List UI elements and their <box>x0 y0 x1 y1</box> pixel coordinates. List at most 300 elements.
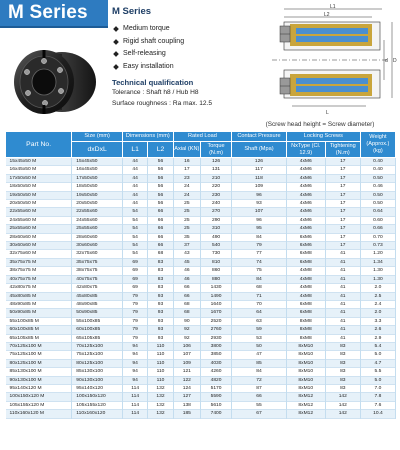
table-row <box>6 376 396 384</box>
cell-shaft: 55 <box>232 401 287 409</box>
table-row <box>6 216 396 224</box>
cell-tightening: 17 <box>325 166 360 174</box>
cell-l2: 56 <box>148 166 173 174</box>
table-row <box>6 384 396 392</box>
cell-size: 25x55x60 <box>72 225 123 233</box>
cell-size: 105x155x120 <box>72 401 123 409</box>
table-row <box>6 258 396 266</box>
cell-part-no: 35x75x75 M <box>6 258 72 266</box>
cell-shaft: 71 <box>232 292 287 300</box>
cell-weight: 1.34 <box>360 258 395 266</box>
cell-size: 60x100x85 <box>72 326 123 334</box>
col-header-locking-screws: Locking Screws <box>286 132 360 142</box>
cell-tightening: 17 <box>325 242 360 250</box>
cell-l1: 114 <box>122 401 147 409</box>
cell-torque: 5590 <box>200 393 231 401</box>
cell-shaft: 59 <box>232 326 287 334</box>
cell-l2: 93 <box>148 292 173 300</box>
cell-shaft: 75 <box>232 267 287 275</box>
cell-size: 48x90x85 <box>72 300 123 308</box>
cell-l2: 93 <box>148 309 173 317</box>
cell-shaft: 109 <box>232 183 287 191</box>
cell-l1: 54 <box>122 208 147 216</box>
cell-weight: 4.7 <box>360 359 395 367</box>
cell-weight: 1.20 <box>360 250 395 258</box>
cell-shaft: 95 <box>232 225 287 233</box>
cell-size: 18x50x50 <box>72 183 123 191</box>
cell-nxtype: 4xM6 <box>286 208 325 216</box>
cell-weight: 7.8 <box>360 393 395 401</box>
cell-axial: 25 <box>173 208 200 216</box>
cell-size: 40x75x75 <box>72 275 123 283</box>
cell-axial: 127 <box>173 393 200 401</box>
col-header-size: Size (mm) <box>72 132 123 142</box>
cell-weight: 5.5 <box>360 368 395 376</box>
cell-weight: 3.3 <box>360 317 395 325</box>
cell-size: 75x125x100 <box>72 351 123 359</box>
cell-part-no: 95x140x120 M <box>6 384 72 392</box>
cell-torque: 7400 <box>200 410 231 418</box>
cell-size: 110x160x120 <box>72 410 123 418</box>
cell-part-no: 40x75x75 M <box>6 275 72 283</box>
cell-weight: 2.0 <box>360 284 395 292</box>
cell-torque: 5610 <box>200 401 231 409</box>
cell-l2: 56 <box>148 174 173 182</box>
cell-weight: 10.4 <box>360 410 395 418</box>
cell-axial: 24 <box>173 191 200 199</box>
cell-axial: 185 <box>173 410 200 418</box>
col-header-weight: Weight (Approx.) (kg) <box>360 132 395 158</box>
cell-part-no: 20x50x50 M <box>6 200 72 208</box>
cell-nxtype: 6xM6 <box>286 242 325 250</box>
cell-shaft: 53 <box>232 334 287 342</box>
cell-tightening: 142 <box>325 410 360 418</box>
cell-axial: 45 <box>173 258 200 266</box>
cell-tightening: 17 <box>325 174 360 182</box>
cell-shaft: 84 <box>232 368 287 376</box>
cell-size: 42x80x75 <box>72 284 123 292</box>
cell-axial: 16 <box>173 158 200 166</box>
cell-tightening: 41 <box>325 258 360 266</box>
cell-l1: 94 <box>122 376 147 384</box>
cell-weight: 0.66 <box>360 225 395 233</box>
cell-l2: 56 <box>148 200 173 208</box>
cell-tightening: 41 <box>325 334 360 342</box>
cell-l2: 93 <box>148 334 173 342</box>
cell-shaft: 96 <box>232 216 287 224</box>
cell-nxtype: 8xM8 <box>286 326 325 334</box>
cell-l1: 94 <box>122 368 147 376</box>
cell-size: 90x130x100 <box>72 376 123 384</box>
cell-torque: 126 <box>200 158 231 166</box>
cell-part-no: 90x130x100 M <box>6 376 72 384</box>
cell-l2: 132 <box>148 401 173 409</box>
cell-shaft: 64 <box>232 309 287 317</box>
cell-shaft: 63 <box>232 317 287 325</box>
cell-shaft: 67 <box>232 410 287 418</box>
cell-l2: 66 <box>148 233 173 241</box>
table-row <box>6 351 396 359</box>
col-header-shaft: Shaft (Mpa) <box>232 142 287 158</box>
cross-section-drawing <box>262 2 398 118</box>
cell-tightening: 41 <box>325 250 360 258</box>
table-row <box>6 309 396 317</box>
cell-l2: 83 <box>148 284 173 292</box>
table-row <box>6 317 396 325</box>
cell-torque: 240 <box>200 200 231 208</box>
cell-nxtype: 4xM6 <box>286 158 325 166</box>
cell-part-no: 19x50x50 M <box>6 191 72 199</box>
cell-l1: 94 <box>122 359 147 367</box>
cell-tightening: 17 <box>325 183 360 191</box>
drawing-caption: (Screw head height = Screw diameter) <box>265 121 375 128</box>
spec-table-body <box>6 158 396 419</box>
cell-axial: 66 <box>173 292 200 300</box>
cell-part-no: 70x125x100 M <box>6 342 72 350</box>
cell-size: 17x50x50 <box>72 174 123 182</box>
cell-shaft: 74 <box>232 258 287 266</box>
cell-l2: 83 <box>148 258 173 266</box>
cell-torque: 3850 <box>200 351 231 359</box>
table-row <box>6 284 396 292</box>
cell-nxtype: 4xM8 <box>286 267 325 275</box>
cell-l1: 69 <box>122 275 147 283</box>
cell-axial: 122 <box>173 376 200 384</box>
cell-axial: 68 <box>173 300 200 308</box>
feature-list <box>112 23 262 73</box>
table-row <box>6 410 396 418</box>
cell-part-no: 42x80x75 M <box>6 284 72 292</box>
cell-l2: 110 <box>148 359 173 367</box>
cell-axial: 25 <box>173 225 200 233</box>
cell-axial: 138 <box>173 401 200 409</box>
cell-torque: 1490 <box>200 292 231 300</box>
cell-axial: 92 <box>173 334 200 342</box>
cell-axial: 23 <box>173 174 200 182</box>
cell-l1: 44 <box>122 166 147 174</box>
cell-weight: 2.0 <box>360 309 395 317</box>
cell-l1: 79 <box>122 309 147 317</box>
cell-shaft: 118 <box>232 174 287 182</box>
cell-tightening: 41 <box>325 275 360 283</box>
cell-shaft: 70 <box>232 300 287 308</box>
cell-l1: 94 <box>122 351 147 359</box>
cell-size: 100x150x120 <box>72 393 123 401</box>
cell-axial: 106 <box>173 342 200 350</box>
cell-shaft: 85 <box>232 359 287 367</box>
cell-l1: 79 <box>122 292 147 300</box>
col-header-tightening: Tightening (N.m) <box>325 142 360 158</box>
cell-size: 22x55x60 <box>72 208 123 216</box>
cell-tightening: 17 <box>325 191 360 199</box>
cell-l1: 44 <box>122 174 147 182</box>
cell-part-no: 55x100x85 M <box>6 317 72 325</box>
cell-l1: 44 <box>122 200 147 208</box>
cell-tightening: 17 <box>325 158 360 166</box>
cell-l1: 79 <box>122 300 147 308</box>
cell-tightening: 41 <box>325 284 360 292</box>
cell-shaft: 117 <box>232 166 287 174</box>
cell-l1: 54 <box>122 233 147 241</box>
cell-l1: 79 <box>122 334 147 342</box>
col-header-dxdxl: dxDxL <box>72 142 123 158</box>
cell-nxtype: 6xM8 <box>286 309 325 317</box>
cell-l2: 66 <box>148 208 173 216</box>
col-header-l1: L1 <box>122 142 147 158</box>
cell-l2: 110 <box>148 342 173 350</box>
cell-weight: 5.4 <box>360 342 395 350</box>
cell-torque: 1640 <box>200 300 231 308</box>
cell-nxtype: 6xM6 <box>286 233 325 241</box>
cell-axial: 25 <box>173 200 200 208</box>
cell-part-no: 75x125x100 M <box>6 351 72 359</box>
cell-l1: 44 <box>122 191 147 199</box>
cell-l1: 44 <box>122 183 147 191</box>
cell-size: 32x75x60 <box>72 250 123 258</box>
cell-torque: 1430 <box>200 284 231 292</box>
cell-l1: 54 <box>122 216 147 224</box>
cell-nxtype: 8xM10 <box>286 342 325 350</box>
cell-size: 95x140x120 <box>72 384 123 392</box>
table-row <box>6 233 396 241</box>
cell-tightening: 41 <box>325 326 360 334</box>
cell-part-no: 60x100x85 M <box>6 326 72 334</box>
cell-nxtype: 8xM10 <box>286 368 325 376</box>
cell-weight: 0.40 <box>360 158 395 166</box>
cell-nxtype: 4xM6 <box>286 166 325 174</box>
table-row <box>6 183 396 191</box>
cell-torque: 3800 <box>200 342 231 350</box>
cell-part-no: 32x75x60 M <box>6 250 72 258</box>
cell-torque: 270 <box>200 208 231 216</box>
cell-l1: 114 <box>122 384 147 392</box>
cell-nxtype: 4xM8 <box>286 292 325 300</box>
cell-torque: 2760 <box>200 326 231 334</box>
cell-torque: 490 <box>200 233 231 241</box>
cell-nxtype: 6xM8 <box>286 250 325 258</box>
cell-size: 19x50x50 <box>72 191 123 199</box>
cell-l2: 132 <box>148 384 173 392</box>
cell-size: 16x45x50 <box>72 166 123 174</box>
cell-size: 65x105x85 <box>72 334 123 342</box>
cell-part-no: 30x60x60 M <box>6 242 72 250</box>
cell-size: 35x75x75 <box>72 258 123 266</box>
col-header-part-no: Part No. <box>6 132 72 158</box>
feature-item: Medium torque <box>112 23 262 36</box>
cell-weight: 1.30 <box>360 275 395 283</box>
table-row <box>6 208 396 216</box>
cell-axial: 90 <box>173 317 200 325</box>
cell-shaft: 84 <box>232 233 287 241</box>
drawing-label-d: d <box>385 58 388 64</box>
cell-tightening: 17 <box>325 200 360 208</box>
cell-torque: 860 <box>200 267 231 275</box>
cell-shaft: 68 <box>232 284 287 292</box>
cell-weight: 7.0 <box>360 384 395 392</box>
cell-size: 80x125x100 <box>72 359 123 367</box>
cell-axial: 66 <box>173 284 200 292</box>
cell-size: 50x90x85 <box>72 309 123 317</box>
cell-shaft: 96 <box>232 191 287 199</box>
cell-weight: 0.64 <box>360 208 395 216</box>
cell-axial: 121 <box>173 368 200 376</box>
cell-axial: 46 <box>173 275 200 283</box>
cell-l2: 110 <box>148 351 173 359</box>
cell-torque: 810 <box>200 258 231 266</box>
table-row <box>6 225 396 233</box>
col-header-torque: Torque (N.m) <box>200 142 231 158</box>
col-header-rated-load: Rated Load <box>173 132 231 142</box>
cell-l1: 54 <box>122 225 147 233</box>
cell-axial: 24 <box>173 183 200 191</box>
cell-torque: 1670 <box>200 309 231 317</box>
cell-shaft: 126 <box>232 158 287 166</box>
table-row <box>6 292 396 300</box>
cell-weight: 5.0 <box>360 376 395 384</box>
cell-part-no: 100x150x120 M <box>6 393 72 401</box>
cell-part-no: 16x45x50 M <box>6 166 72 174</box>
cell-l2: 66 <box>148 216 173 224</box>
cell-torque: 310 <box>200 225 231 233</box>
spec-table <box>5 131 396 419</box>
cell-shaft: 66 <box>232 393 287 401</box>
table-row <box>6 300 396 308</box>
cell-size: 70x125x100 <box>72 342 123 350</box>
cell-tightening: 41 <box>325 300 360 308</box>
cell-nxtype: 8xM12 <box>286 401 325 409</box>
cell-part-no: 50x90x85 M <box>6 309 72 317</box>
cell-part-no: 85x130x100 M <box>6 368 72 376</box>
cell-shaft: 79 <box>232 242 287 250</box>
cell-shaft: 72 <box>232 376 287 384</box>
cell-axial: 124 <box>173 384 200 392</box>
cell-axial: 25 <box>173 216 200 224</box>
cell-axial: 107 <box>173 351 200 359</box>
cell-l2: 56 <box>148 183 173 191</box>
cell-size: 15x45x50 <box>72 158 123 166</box>
cell-size: 55x100x85 <box>72 317 123 325</box>
cell-weight: 0.70 <box>360 233 395 241</box>
cell-part-no: 15x45x50 M <box>6 158 72 166</box>
cell-torque: 540 <box>200 242 231 250</box>
cell-axial: 37 <box>173 242 200 250</box>
cell-torque: 131 <box>200 166 231 174</box>
cell-axial: 109 <box>173 359 200 367</box>
cell-tightening: 83 <box>325 368 360 376</box>
cell-torque: 220 <box>200 183 231 191</box>
cell-weight: 0.50 <box>360 191 395 199</box>
cell-part-no: 18x50x50 M <box>6 183 72 191</box>
table-row <box>6 393 396 401</box>
cell-nxtype: 4xM6 <box>286 225 325 233</box>
cell-axial: 17 <box>173 166 200 174</box>
cell-tightening: 17 <box>325 225 360 233</box>
table-row <box>6 359 396 367</box>
cell-l1: 69 <box>122 258 147 266</box>
cell-part-no: 105x155x120 M <box>6 401 72 409</box>
cell-tightening: 83 <box>325 376 360 384</box>
cell-nxtype: 6xM8 <box>286 300 325 308</box>
cell-nxtype: 4xM8 <box>286 284 325 292</box>
cell-size: 28x60x60 <box>72 233 123 241</box>
cell-l1: 79 <box>122 317 147 325</box>
cell-axial: 46 <box>173 267 200 275</box>
table-row <box>6 166 396 174</box>
table-row <box>6 326 396 334</box>
cell-torque: 2930 <box>200 334 231 342</box>
cell-l1: 69 <box>122 284 147 292</box>
cell-torque: 5170 <box>200 384 231 392</box>
cell-nxtype: 4xM6 <box>286 183 325 191</box>
cell-l2: 83 <box>148 267 173 275</box>
cell-l1: 54 <box>122 250 147 258</box>
drawing-label-l: L <box>326 110 329 116</box>
table-row <box>6 200 396 208</box>
cell-size: 38x75x75 <box>72 267 123 275</box>
table-row <box>6 174 396 182</box>
series-badge: M Series <box>0 0 108 26</box>
cell-nxtype: 4xM6 <box>286 200 325 208</box>
series-title: M Series <box>112 6 152 17</box>
cell-l2: 56 <box>148 191 173 199</box>
cell-weight: 0.73 <box>360 242 395 250</box>
cell-nxtype: 4xM6 <box>286 174 325 182</box>
cell-l2: 83 <box>148 275 173 283</box>
cell-tightening: 83 <box>325 342 360 350</box>
cell-torque: 730 <box>200 250 231 258</box>
cell-nxtype: 4xM6 <box>286 216 325 224</box>
cell-torque: 210 <box>200 174 231 182</box>
table-row <box>6 191 396 199</box>
table-row <box>6 401 396 409</box>
badge-underline <box>0 26 108 28</box>
cell-l2: 110 <box>148 376 173 384</box>
drawing-label-l1: L1 <box>330 4 336 10</box>
table-row <box>6 368 396 376</box>
cell-l1: 54 <box>122 242 147 250</box>
cell-tightening: 17 <box>325 233 360 241</box>
cell-size: 30x60x60 <box>72 242 123 250</box>
cell-nxtype: 4xM6 <box>286 191 325 199</box>
cell-torque: 230 <box>200 191 231 199</box>
cell-torque: 2520 <box>200 317 231 325</box>
cell-axial: 68 <box>173 309 200 317</box>
cell-tightening: 17 <box>325 216 360 224</box>
cell-nxtype: 8xM10 <box>286 359 325 367</box>
table-row <box>6 275 396 283</box>
col-header-l2: L2 <box>148 142 173 158</box>
drawing-label-dd: D <box>393 58 397 64</box>
cell-nxtype: 8xM10 <box>286 351 325 359</box>
cell-axial: 92 <box>173 326 200 334</box>
cell-size: 24x55x60 <box>72 216 123 224</box>
cell-weight: 5.0 <box>360 351 395 359</box>
col-header-dimensions: Dimensions (mm) <box>122 132 173 142</box>
cell-l2: 93 <box>148 317 173 325</box>
cell-shaft: 93 <box>232 200 287 208</box>
drawing-label-l2: L2 <box>324 12 330 18</box>
cell-shaft: 50 <box>232 342 287 350</box>
cell-part-no: 25x55x60 M <box>6 225 72 233</box>
series-intro <box>112 6 262 109</box>
table-row <box>6 334 396 342</box>
cell-nxtype: 4xM8 <box>286 275 325 283</box>
cell-part-no: 65x105x85 M <box>6 334 72 342</box>
cell-tightening: 83 <box>325 351 360 359</box>
cell-nxtype: 8xM8 <box>286 334 325 342</box>
table-row <box>6 250 396 258</box>
qualification-title: Technical qualification <box>112 78 194 87</box>
